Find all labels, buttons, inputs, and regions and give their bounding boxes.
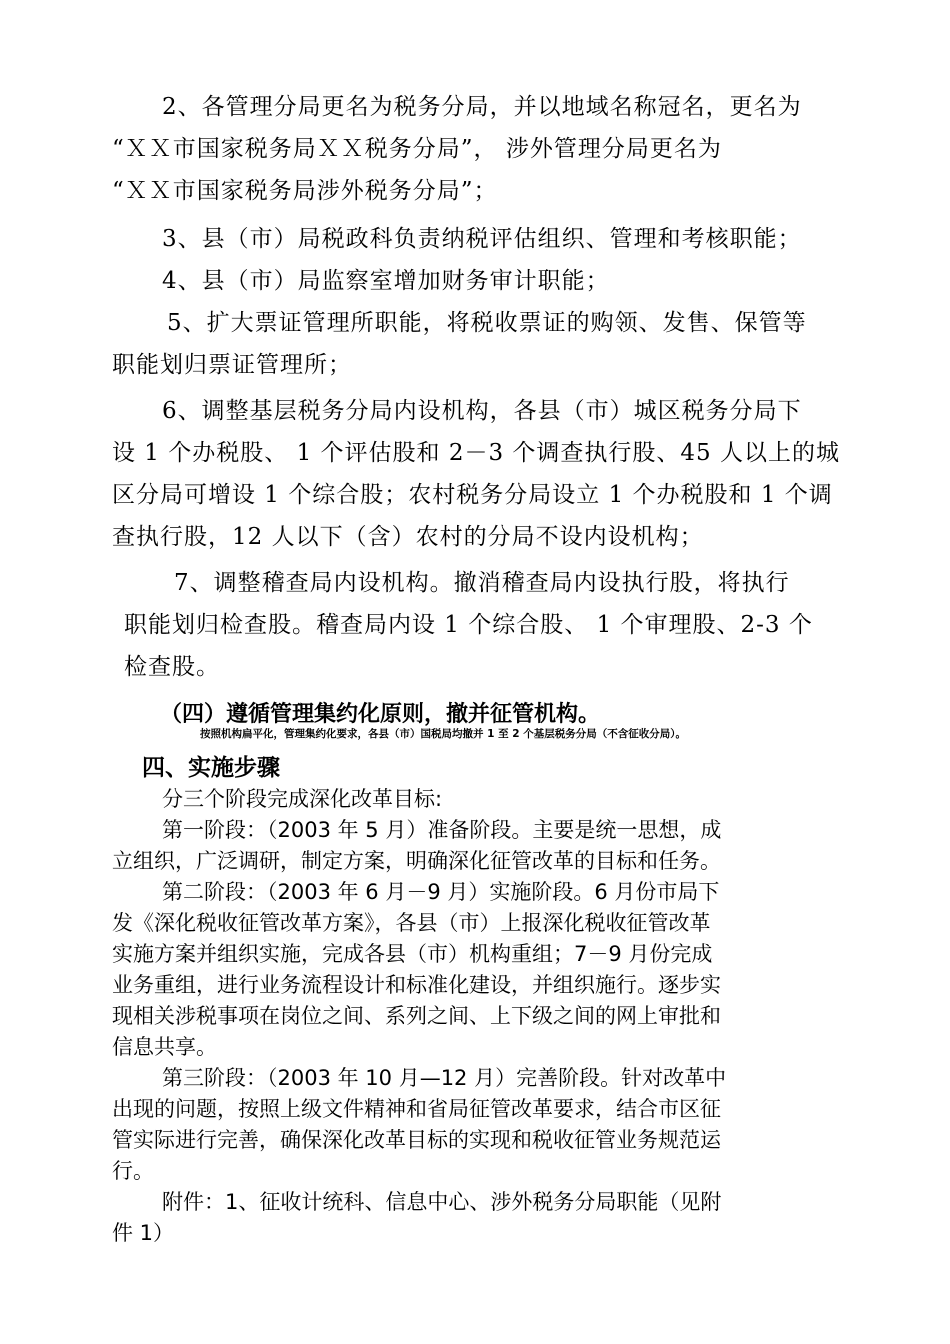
item-5-line-2: 职能划归票证管理所； — [112, 352, 352, 378]
subheading-note — [200, 727, 900, 741]
attachment-line-2: 件 1） — [112, 1221, 175, 1245]
note-text: 按照机构扁平化，管理集约化要求，各县（市）国税局均撤并 1 至 2 个基层税务分局（不含征收分局）。 — [200, 728, 686, 740]
item-6-line-1: 6、调整基层税务分局内设机构，各县（市）城区税务分局下 — [162, 398, 802, 424]
item-2-line-2: “ＸＸ市国家税务局ＸＸ税务分局”， 涉外管理分局更名为 — [112, 136, 722, 162]
stage-2-line-5: 现相关涉税事项在岗位之间、系列之间、上下级之间的网上审批和 — [112, 1004, 721, 1028]
stage-2-line-1: 第二阶段：（2003 年 6 月－9 月）实施阶段。6 月份市局下 — [162, 880, 720, 904]
item-6-line-3: 区分局可增设 1 个综合股；农村税务分局设立 1 个办税股和 1 个调 — [112, 482, 833, 508]
item-2-line-3: “ＸＸ市国家税务局涉外税务分局”； — [112, 178, 498, 204]
stage-3-line-2: 出现的问题，按照上级文件精神和省局征管改革要求，结合市区征 — [112, 1097, 721, 1121]
stage-2-line-6: 信息共享。 — [112, 1035, 217, 1059]
steps-block — [112, 784, 872, 1249]
stage-3-line-3: 管实际进行完善，确保深化改革目标的实现和税收征管业务规范运 — [112, 1128, 721, 1152]
stage-1-line-1: 第一阶段：（2003 年 5 月）准备阶段。主要是统一思想，成 — [162, 818, 722, 842]
item-5-line-1: 5、扩大票证管理所职能，将税收票证的购领、发售、保管等 — [167, 310, 807, 336]
steps-intro: 分三个阶段完成深化改革目标: — [162, 787, 443, 811]
stage-2-line-4: 业务重组，进行业务流程设计和标准化建设，并组织施行。逐步实 — [112, 973, 721, 997]
item-2-line-1: 2、各管理分局更名为税务分局，并以地域名称冠名，更名为 — [162, 94, 802, 120]
list-item-5 — [112, 302, 872, 386]
attachment-line-1: 附件：1、征收计统科、信息中心、涉外税务分局职能（见附 — [162, 1190, 722, 1214]
item-4-line-1: 4、县（市）局监察室增加财务审计职能； — [162, 268, 610, 294]
stage-3-line-1: 第三阶段：（2003 年 10 月—12 月）完善阶段。针对改革中 — [162, 1066, 727, 1090]
list-item-4 — [162, 260, 862, 302]
section-title-text: 四、实施步骤 — [142, 755, 280, 781]
item-7-line-1: 7、调整稽查局内设机构。撤消稽查局内设执行股，将执行 — [174, 570, 790, 596]
list-item-3 — [162, 218, 862, 260]
stage-2-line-3: 实施方案并组织实施，完成各县（市）机构重组；7－9 月份完成 — [112, 942, 713, 966]
subheading-four — [160, 700, 880, 730]
list-item-2 — [112, 86, 872, 212]
item-6-line-2: 设 1 个办税股、 1 个评估股和 2－3 个调查执行股、45 人以上的城 — [112, 440, 840, 466]
stage-2-line-2: 发《深化税收征管改革方案》，各县（市）上报深化税收征管改革 — [112, 911, 711, 935]
subheading-text: （四）遵循管理集约化原则，撤并征管机构。 — [160, 702, 601, 727]
list-item-7 — [124, 562, 874, 688]
list-item-6 — [112, 390, 872, 558]
item-7-line-2: 职能划归检查股。稽查局内设 1 个综合股、 1 个审理股、2-3 个 — [124, 612, 813, 638]
item-7-line-3: 检查股。 — [124, 654, 220, 680]
stage-3-line-4: 行。 — [112, 1159, 154, 1183]
item-3-line-1: 3、县（市）局税政科负责纳税评估组织、管理和考核职能； — [162, 226, 802, 252]
section-title — [142, 752, 542, 784]
item-6-line-4: 查执行股，12 人以下（含）农村的分局不设内设机构； — [112, 524, 704, 550]
stage-1-line-2: 立组织，广泛调研，制定方案，明确深化征管改革的目标和任务。 — [112, 849, 721, 873]
